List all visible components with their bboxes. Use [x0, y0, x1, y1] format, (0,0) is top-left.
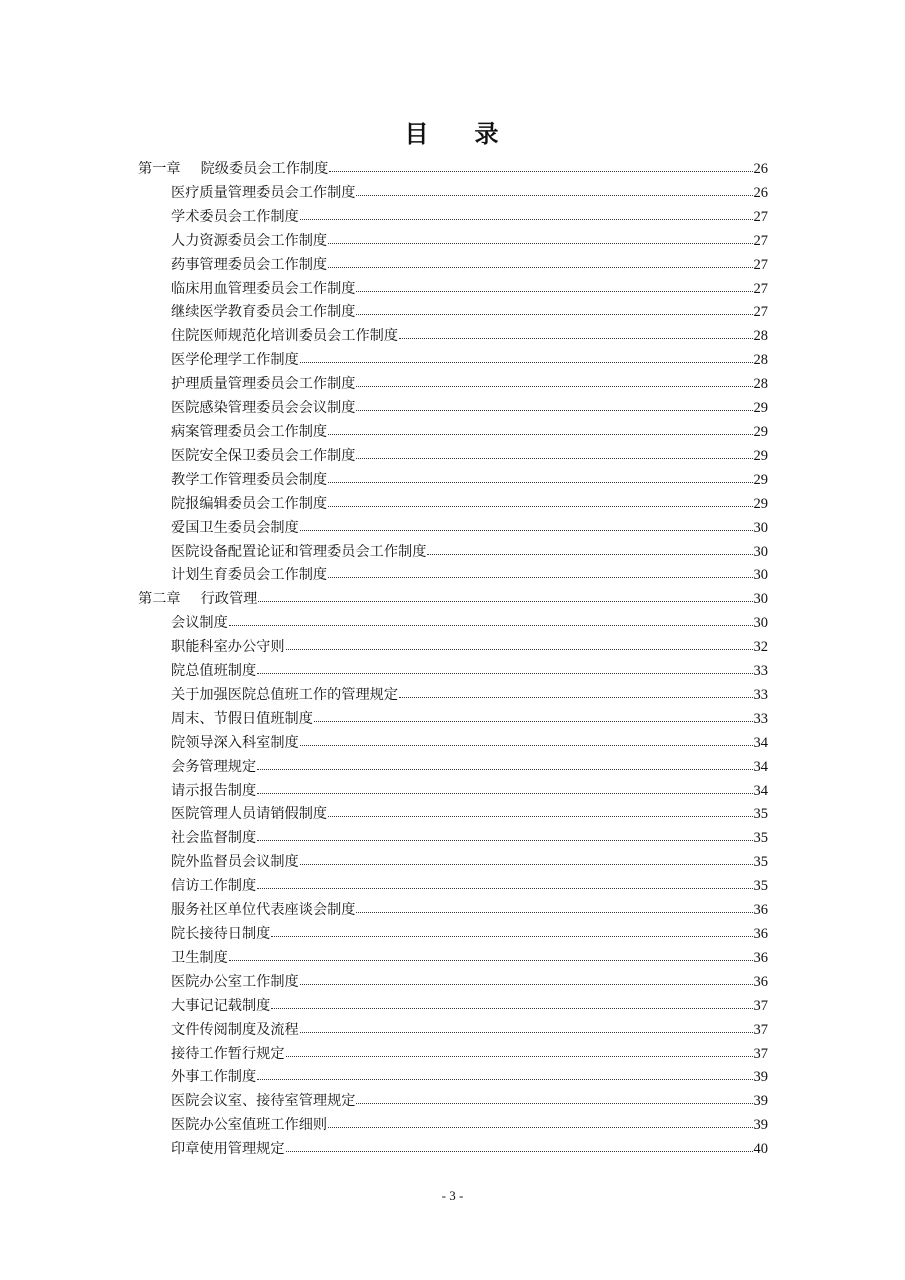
toc-page-number: 36 [753, 902, 768, 919]
toc-entry[interactable] [138, 1090, 768, 1114]
toc-entry-label [171, 564, 327, 588]
toc-entry-text: 大事记记载制度 [171, 997, 271, 1014]
toc-entry-label [171, 971, 299, 995]
dot-leader [286, 1046, 753, 1058]
dot-leader [300, 1022, 753, 1034]
toc-entry-text: 医院安全保卫委员会工作制度 [171, 447, 356, 464]
chapter-number: 第一章 [138, 161, 181, 177]
dot-leader [356, 281, 752, 293]
dot-leader [257, 783, 752, 795]
toc-entry[interactable] [138, 182, 768, 206]
toc-entry-label [171, 851, 299, 875]
toc-entry-text: 计划生育委员会工作制度 [171, 567, 328, 584]
toc-entry-text: 医院办公室工作制度 [171, 973, 299, 990]
toc-entry[interactable] [138, 445, 768, 469]
dot-leader [328, 233, 752, 245]
toc-page-number: 29 [753, 400, 768, 417]
toc-entry-text: 会议制度 [171, 615, 228, 632]
toc-entry-text: 院报编辑委员会工作制度 [171, 495, 328, 512]
toc-page-number: 39 [753, 1093, 768, 1110]
toc-entry[interactable] [138, 708, 768, 732]
toc-entry-label [171, 612, 228, 636]
toc-entry-text: 爱国卫生委员会制度 [171, 519, 299, 536]
toc-page-number: 30 [753, 567, 768, 584]
toc-entry-label [171, 1019, 299, 1043]
toc-entry[interactable] [138, 756, 768, 780]
toc-entry-text: 文件传阅制度及流程 [171, 1021, 299, 1038]
toc-entry-label [171, 397, 355, 421]
page-number: - 3 - [441, 1188, 464, 1203]
toc-title [0, 116, 905, 152]
dot-leader [399, 687, 752, 699]
toc-entry-text: 护理质量管理委员会工作制度 [171, 376, 356, 393]
toc-page-number: 37 [753, 1021, 768, 1038]
toc-entry[interactable] [138, 995, 768, 1019]
dot-leader [356, 376, 752, 388]
toc-page-number: 26 [753, 161, 768, 177]
toc-entry-label [171, 708, 313, 732]
toc-entry[interactable] [138, 636, 768, 660]
toc-entry[interactable] [138, 469, 768, 493]
toc-entry[interactable] [138, 1066, 768, 1090]
toc-chapter-entry[interactable] [138, 588, 768, 612]
toc-entry[interactable] [138, 780, 768, 804]
dot-leader [399, 328, 752, 340]
dot-leader [257, 830, 752, 842]
toc-entry-label [171, 803, 327, 827]
dot-leader [300, 520, 753, 532]
toc-page-number: 32 [753, 639, 768, 656]
toc-page-number: 28 [753, 352, 768, 369]
toc-page-number: 33 [753, 710, 768, 727]
toc-entry-label [171, 1114, 327, 1138]
toc-entry-label [171, 1066, 256, 1090]
dot-leader [356, 185, 752, 197]
toc-entry-text: 住院医师规范化培训委员会工作制度 [171, 328, 399, 345]
toc-entry-label [138, 158, 328, 182]
toc-entry-text: 人力资源委员会工作制度 [171, 232, 328, 249]
toc-entry[interactable] [138, 373, 768, 397]
toc-entry-text: 继续医学教育委员会工作制度 [171, 304, 356, 321]
toc-entry[interactable] [138, 923, 768, 947]
toc-entry-label [171, 445, 355, 469]
toc-entry-text: 医院设备配置论证和管理委员会工作制度 [171, 543, 427, 560]
toc-page-number: 37 [753, 1045, 768, 1062]
toc-entry-text: 行政管理 [200, 591, 258, 608]
toc-entry-label [171, 684, 398, 708]
dot-leader [328, 806, 752, 818]
toc-entry[interactable] [138, 827, 768, 851]
dot-leader [300, 735, 753, 747]
dot-leader [300, 209, 753, 221]
toc-page-number: 34 [753, 782, 768, 799]
dot-leader [328, 567, 752, 579]
toc-entry[interactable] [138, 1043, 768, 1067]
toc-entry-text: 周末、节假日值班制度 [171, 710, 313, 727]
dot-leader [328, 424, 752, 436]
toc-entry-label [171, 1090, 355, 1114]
toc-entry-text: 院长接待日制度 [171, 926, 271, 942]
toc-page-number: 35 [753, 806, 768, 823]
toc-page-number: 39 [753, 1069, 768, 1086]
toc-page-number: 39 [753, 1117, 768, 1134]
toc-page-number: 27 [753, 304, 768, 321]
toc-entry-text: 医院会议室、接待室管理规定 [171, 1093, 356, 1110]
toc-entry[interactable] [138, 1114, 768, 1138]
toc-entry-text: 服务社区单位代表座谈会制度 [171, 902, 356, 919]
toc-page-number: 36 [753, 973, 768, 990]
toc-entry-label [171, 182, 355, 206]
dot-leader [271, 998, 752, 1010]
toc-page-number: 27 [753, 232, 768, 249]
toc-entry[interactable] [138, 803, 768, 827]
toc-entry-text: 临床用血管理委员会工作制度 [171, 280, 356, 297]
toc-entry-text: 请示报告制度 [171, 782, 257, 799]
dot-leader [229, 615, 753, 627]
toc-entry[interactable] [138, 1138, 768, 1162]
dot-leader [328, 472, 752, 484]
toc-entry-text: 院领导深入科室制度 [171, 734, 299, 751]
toc-entry-label [171, 254, 327, 278]
dot-leader [356, 902, 752, 914]
toc-page-number: 27 [753, 256, 768, 273]
dot-leader [300, 352, 753, 364]
dot-leader [257, 878, 752, 890]
toc-chapter-entry[interactable] [138, 158, 768, 182]
dot-leader [300, 974, 753, 986]
toc-page-number: 35 [753, 830, 768, 847]
toc-entry-label [171, 875, 256, 899]
toc-entry[interactable] [138, 206, 768, 230]
toc-entry-text: 关于加强医院总值班工作的管理规定 [171, 686, 399, 703]
toc-entry-label [171, 206, 299, 230]
toc-entry-text: 会务管理规定 [171, 758, 257, 775]
toc-entry-text: 院外监督员会议制度 [171, 854, 299, 871]
toc-entry-label [171, 349, 299, 373]
toc-entry[interactable] [138, 254, 768, 278]
toc-entry-text: 药事管理委员会工作制度 [171, 256, 328, 273]
toc-entry-text: 学术委员会工作制度 [171, 208, 299, 225]
toc-page-number: 33 [753, 686, 768, 703]
toc-entry[interactable] [138, 397, 768, 421]
toc-page-number: 34 [753, 758, 768, 775]
toc-page-number: 34 [753, 734, 768, 751]
toc-entry-text: 教学工作管理委员会制度 [171, 471, 328, 488]
dot-leader [257, 1069, 752, 1081]
dot-leader [356, 304, 752, 316]
dot-leader [257, 663, 752, 675]
toc-page-number: 30 [753, 543, 768, 560]
dot-leader [314, 711, 753, 723]
dot-leader [286, 1141, 753, 1153]
dot-leader [257, 759, 752, 771]
toc-entry[interactable] [138, 325, 768, 349]
dot-leader [328, 1117, 752, 1129]
toc-entry[interactable] [138, 899, 768, 923]
toc-page-number: 35 [753, 878, 768, 895]
toc-entry-label [171, 469, 327, 493]
toc-page-number: 30 [753, 519, 768, 536]
toc-page-number: 37 [753, 997, 768, 1014]
toc-entry-text: 接待工作暂行规定 [171, 1045, 285, 1062]
toc-entry-label [171, 325, 398, 349]
dot-leader [300, 854, 753, 866]
toc-entry-text: 职能科室办公守则 [171, 639, 285, 656]
toc-entry[interactable] [138, 493, 768, 517]
toc-entry-label [138, 588, 257, 612]
toc-page-number: 33 [753, 663, 768, 680]
toc-entry[interactable] [138, 564, 768, 588]
title-char-1: 目 [404, 120, 431, 148]
toc-entry-text: 信访工作制度 [171, 878, 257, 895]
toc-entry-text: 医院管理人员请销假制度 [171, 806, 328, 823]
toc-entry-label [171, 517, 299, 541]
toc-page-number: 26 [753, 184, 768, 201]
toc-page-number: 28 [753, 328, 768, 345]
toc-page-number: 27 [753, 280, 768, 297]
toc-entry-text: 医疗质量管理委员会工作制度 [171, 184, 356, 201]
toc-entry-label [171, 230, 327, 254]
toc-entry-label [171, 947, 228, 971]
toc-entry[interactable] [138, 421, 768, 445]
toc-entry-label [171, 899, 355, 923]
toc-entry-text: 社会监督制度 [171, 830, 257, 847]
dot-leader [271, 926, 752, 938]
toc-entry-text: 院总值班制度 [171, 663, 257, 680]
toc-page-number: 40 [753, 1141, 768, 1158]
toc-entry[interactable] [138, 517, 768, 541]
toc-entry[interactable] [138, 349, 768, 373]
toc-entry-text: 外事工作制度 [171, 1069, 257, 1086]
toc-page-number: 29 [753, 471, 768, 488]
toc-entry-label [171, 373, 355, 397]
title-char-2: 录 [474, 120, 501, 148]
toc-entry-label [171, 923, 270, 947]
dot-leader [427, 544, 752, 556]
toc-page-number: 35 [753, 854, 768, 871]
toc-entry[interactable] [138, 612, 768, 636]
toc-entry[interactable] [138, 278, 768, 302]
toc-entry[interactable] [138, 230, 768, 254]
toc-page-number: 30 [753, 591, 768, 608]
toc-entry-text: 卫生制度 [171, 949, 228, 966]
dot-leader [328, 496, 752, 508]
toc-entry[interactable] [138, 541, 768, 565]
toc-entry-label [171, 732, 299, 756]
table-of-contents [138, 158, 768, 1162]
toc-page-number: 36 [753, 949, 768, 966]
toc-page-number: 28 [753, 376, 768, 393]
dot-leader [258, 591, 752, 603]
toc-entry[interactable] [138, 851, 768, 875]
toc-page-number: 29 [753, 495, 768, 512]
dot-leader [356, 400, 752, 412]
toc-entry-label [171, 1138, 285, 1162]
toc-entry-text: 印章使用管理规定 [171, 1141, 285, 1158]
dot-leader [356, 448, 752, 460]
toc-entry-label [171, 493, 327, 517]
toc-entry-label [171, 301, 355, 325]
toc-entry[interactable] [138, 732, 768, 756]
toc-entry[interactable] [138, 971, 768, 995]
dot-leader [329, 161, 752, 173]
dot-leader [286, 639, 753, 651]
toc-entry-label [171, 780, 256, 804]
toc-entry-label [171, 827, 256, 851]
toc-entry-text: 医院感染管理委员会会议制度 [171, 400, 356, 417]
toc-entry-label [171, 278, 355, 302]
toc-page-number: 29 [753, 447, 768, 464]
dot-leader [229, 950, 753, 962]
toc-entry-text: 病案管理委员会工作制度 [171, 423, 328, 440]
chapter-number: 第二章 [138, 591, 181, 608]
toc-entry[interactable] [138, 684, 768, 708]
dot-leader [328, 257, 752, 269]
toc-entry-label [171, 660, 256, 684]
toc-entry-label [171, 421, 327, 445]
toc-entry[interactable] [138, 1019, 768, 1043]
dot-leader [356, 1093, 752, 1105]
toc-entry[interactable] [138, 947, 768, 971]
toc-entry[interactable] [138, 660, 768, 684]
toc-entry[interactable] [138, 301, 768, 325]
toc-page-number: 27 [753, 208, 768, 225]
toc-entry-text: 医学伦理学工作制度 [171, 352, 299, 369]
toc-entry[interactable] [138, 875, 768, 899]
toc-page-number: 36 [753, 926, 768, 942]
toc-entry-label [171, 995, 270, 1019]
toc-page-number: 30 [753, 615, 768, 632]
toc-entry-label [171, 1043, 285, 1067]
toc-page-number: 29 [753, 423, 768, 440]
toc-entry-text: 医院办公室值班工作细则 [171, 1117, 328, 1134]
toc-entry-label [171, 756, 256, 780]
toc-entry-label [171, 541, 426, 565]
toc-entry-text: 院级委员会工作制度 [200, 161, 329, 177]
toc-entry-label [171, 636, 285, 660]
